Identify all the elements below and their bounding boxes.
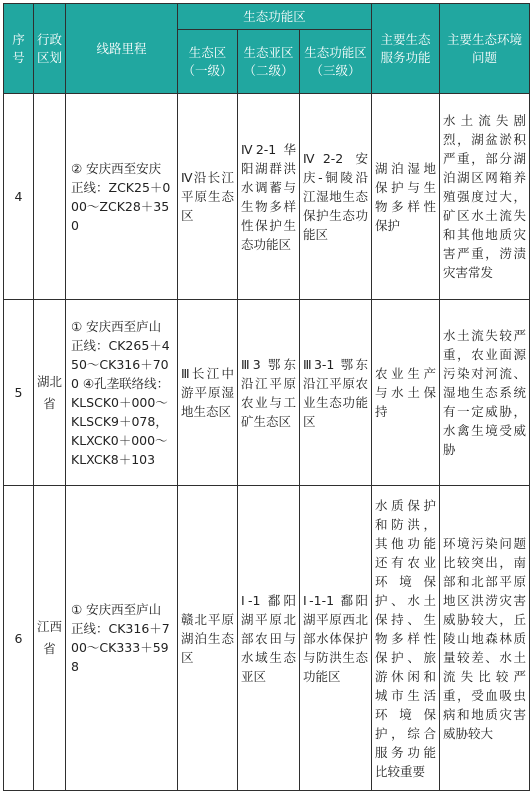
header-level3: 生态功能区（三级） bbox=[300, 30, 372, 94]
header-route-section: 线路里程 bbox=[66, 4, 178, 94]
eco-function-zone-table bbox=[3, 3, 530, 791]
table-row bbox=[4, 300, 530, 486]
cell-level2: Ⅲ3 鄂东沿江平原农业与工矿生态区 bbox=[238, 300, 300, 486]
cell-level3: Ⅰ-1-1 鄱阳湖平原西北部水体保护与防洪生态功能区 bbox=[300, 486, 372, 791]
header-level2: 生态亚区（二级） bbox=[238, 30, 300, 94]
cell-level3: Ⅳ2-2 安庆-铜陵沿江湿地生态保护生态功能区 bbox=[300, 94, 372, 300]
cell-region bbox=[34, 94, 66, 300]
cell-level3: Ⅲ3-1 鄂东沿江平原农业生态功能区 bbox=[300, 300, 372, 486]
cell-route: ① 安庆西至庐山正线：CK265＋450～CK316＋700 ④孔垄联络线：KLSCK0＋000～KLSCK9＋078，KLXCK0＋000～KLXCK8＋103 bbox=[66, 300, 178, 486]
cell-route: ② 安庆西至安庆正线：ZCK25＋000～ZCK28＋350 bbox=[66, 94, 178, 300]
cell-level1: Ⅲ长江中游平原湿地生态区 bbox=[178, 300, 238, 486]
table-row bbox=[4, 486, 530, 791]
header-admin-region: 行政区划 bbox=[34, 4, 66, 94]
cell-level1: 赣北平原湖泊生态区 bbox=[178, 486, 238, 791]
cell-seq: 6 bbox=[4, 486, 34, 791]
cell-level2: Ⅳ2-1 华阳湖群洪水调蓄与生物多样性保护生态功能区 bbox=[238, 94, 300, 300]
cell-region: 江西省 bbox=[34, 486, 66, 791]
cell-services: 水质保护和防洪，其他功能还有农业环境保护、水土保持、生物多样性保护、旅游休闲和城市生活环境保护，综合服务功能比较重要 bbox=[372, 486, 440, 791]
cell-level2: Ⅰ-1 鄱阳湖平原北部农田与水域生态亚区 bbox=[238, 486, 300, 791]
cell-seq: 5 bbox=[4, 300, 34, 486]
cell-issues: 环境污染问题比较突出，南部和北部平原地区洪涝灾害威胁较大，丘陵山地森林质量较差、水土流失比较严重，受血吸虫病和地质灾害威胁较大 bbox=[440, 486, 530, 791]
header-main-issues: 主要生态环境问题 bbox=[440, 4, 530, 94]
table-container bbox=[3, 3, 529, 790]
header-level1: 生态区（一级） bbox=[178, 30, 238, 94]
table-row bbox=[4, 94, 530, 300]
cell-region: 湖北省 bbox=[34, 300, 66, 486]
header-main-services: 主要生态服务功能 bbox=[372, 4, 440, 94]
cell-seq: 4 bbox=[4, 94, 34, 300]
header-seq: 序号 bbox=[4, 4, 34, 94]
cell-level1: Ⅳ沿长江平原生态区 bbox=[178, 94, 238, 300]
cell-route: ① 安庆西至庐山正线：CK316＋700～CK333＋598 bbox=[66, 486, 178, 791]
cell-services: 湖泊湿地保护与生物多样性保护 bbox=[372, 94, 440, 300]
cell-issues: 水土流失较严重，农业面源污染对河流、湿地生态系统有一定威胁，水禽生境受威胁 bbox=[440, 300, 530, 486]
header-eco-function-zone: 生态功能区 bbox=[178, 4, 372, 30]
cell-issues: 水土流失剧烈，湖盆淤积严重，部分湖泊湖区网箱养殖强度过大，矿区水土流失和其他地质灾害严重，涝渍灾害常发 bbox=[440, 94, 530, 300]
cell-services: 农业生产与水土保持 bbox=[372, 300, 440, 486]
